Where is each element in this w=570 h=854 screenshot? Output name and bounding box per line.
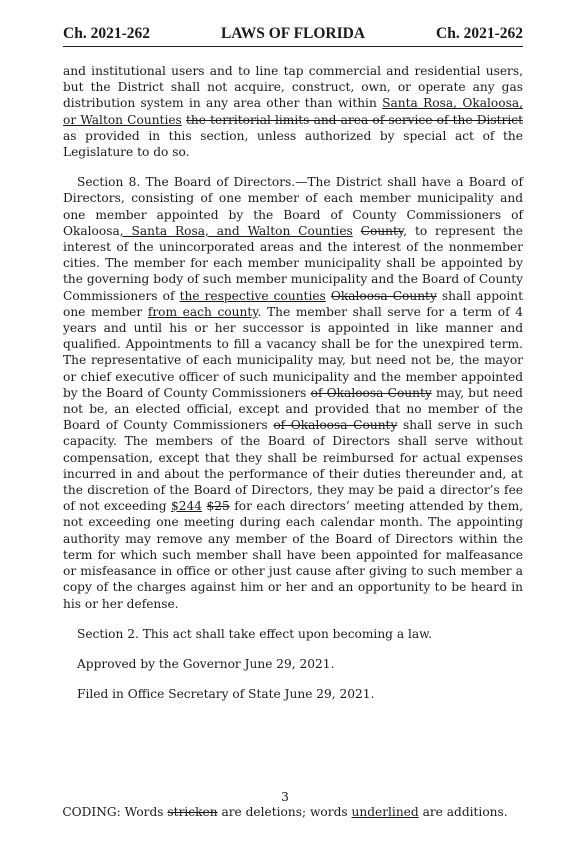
paragraph-approved: Approved by the Governor June 29, 2021. (77, 656, 335, 671)
underlined-addition: from each county (147, 304, 258, 319)
text-run: as provided in this section, unless authorized by special act of the Legislature to do so. (63, 128, 523, 160)
paragraph-section-2: Section 2. This act shall take effect upon becoming a law. (77, 626, 433, 641)
header-chapter-left: Ch. 2021-262 (63, 25, 150, 42)
underlined-addition: the respective counties (179, 288, 326, 303)
stricken-deletion: of Okaloosa County (273, 418, 398, 433)
paragraph-section-8 (63, 174, 523, 611)
underlined-addition: Santa Rosa, Okaloosa, or Walton Counties (63, 96, 523, 127)
coding-legend (0, 805, 570, 819)
text-run: shall serve in such capacity. The members of the Board of Directors shall serve without compensation, except that they shall be reimbursed for actual expenses incurred in and about the performance of their duties thereunder and, at the discretion of the Board of Directors, they may be paid a director’s fee of not exceeding (63, 418, 523, 514)
running-header (63, 22, 523, 47)
text-run: , to represent the interest of the unincorporated areas and the interest of the nonmember cities. The member for each member municipality shall be appointed by the governing body of such member municipality and the Board of County Commissioners of (63, 223, 523, 303)
underlined-addition: , Santa Rosa, and Walton Counties (119, 223, 353, 238)
underlined-example: underlined (351, 805, 419, 819)
header-title: LAWS OF FLORIDA (220, 25, 366, 42)
text-run: for each directors’ meeting attended by them, not exceeding one meeting during each calendar month. The appointing authority may remove any member of the Board of Directors within the term for which such member shall have been appointed for malfeasance or misfeasance in office or other just cause after giving to such member a copy of the charges against him or her and an opportunity to be heard in his or her defense. (63, 499, 523, 611)
paragraph-filed: Filed in Office Secretary of State June 29, 2021. (77, 687, 375, 702)
text-run (353, 224, 361, 238)
underlined-addition: $244 (171, 499, 203, 514)
text-run: are deletions; words (217, 805, 352, 819)
stricken-deletion: $25 (206, 499, 230, 514)
text-run: are additions. (418, 805, 508, 819)
document-body (63, 63, 523, 716)
stricken-deletion: of Okaloosa County (310, 385, 432, 400)
text-run: may, but need not be, an elected official, except and provided that no member of the Board of County Commissioners (63, 385, 523, 433)
paragraph-gas-distribution (63, 63, 523, 160)
text-run: CODING: Words (62, 805, 168, 819)
text-run: . The member shall serve for a term of 4 years and until his or her successor is appointed in like manner and qualified. Appointments to fill a vacancy shall be for the unexpired term. The representative of each municipality may, but need not be, the mayor or chief executive officer of such municipality and the member appointed by the Board of County Commissioners (63, 304, 523, 400)
stricken-deletion: the territorial limits and area of service of the District (185, 112, 524, 127)
text-run: and institutional users and to line tap commercial and residential users, but the District shall not acquire, construct, own, or operate any gas distribution system in any area other than within (63, 64, 523, 111)
text-run: shall appoint one member (63, 288, 523, 319)
stricken-deletion: County (360, 223, 404, 238)
stricken-deletion: Okaloosa County (330, 288, 437, 303)
header-chapter-right: Ch. 2021-262 (436, 25, 523, 42)
text-run: Section 8. The Board of Directors.—The District shall have a Board of Directors, consisting of one member of each member municipality and one member appointed by the Board of County Commissioners of Okaloosa (63, 175, 523, 238)
stricken-example: stricken (167, 805, 218, 819)
page-number: 3 (281, 790, 289, 804)
